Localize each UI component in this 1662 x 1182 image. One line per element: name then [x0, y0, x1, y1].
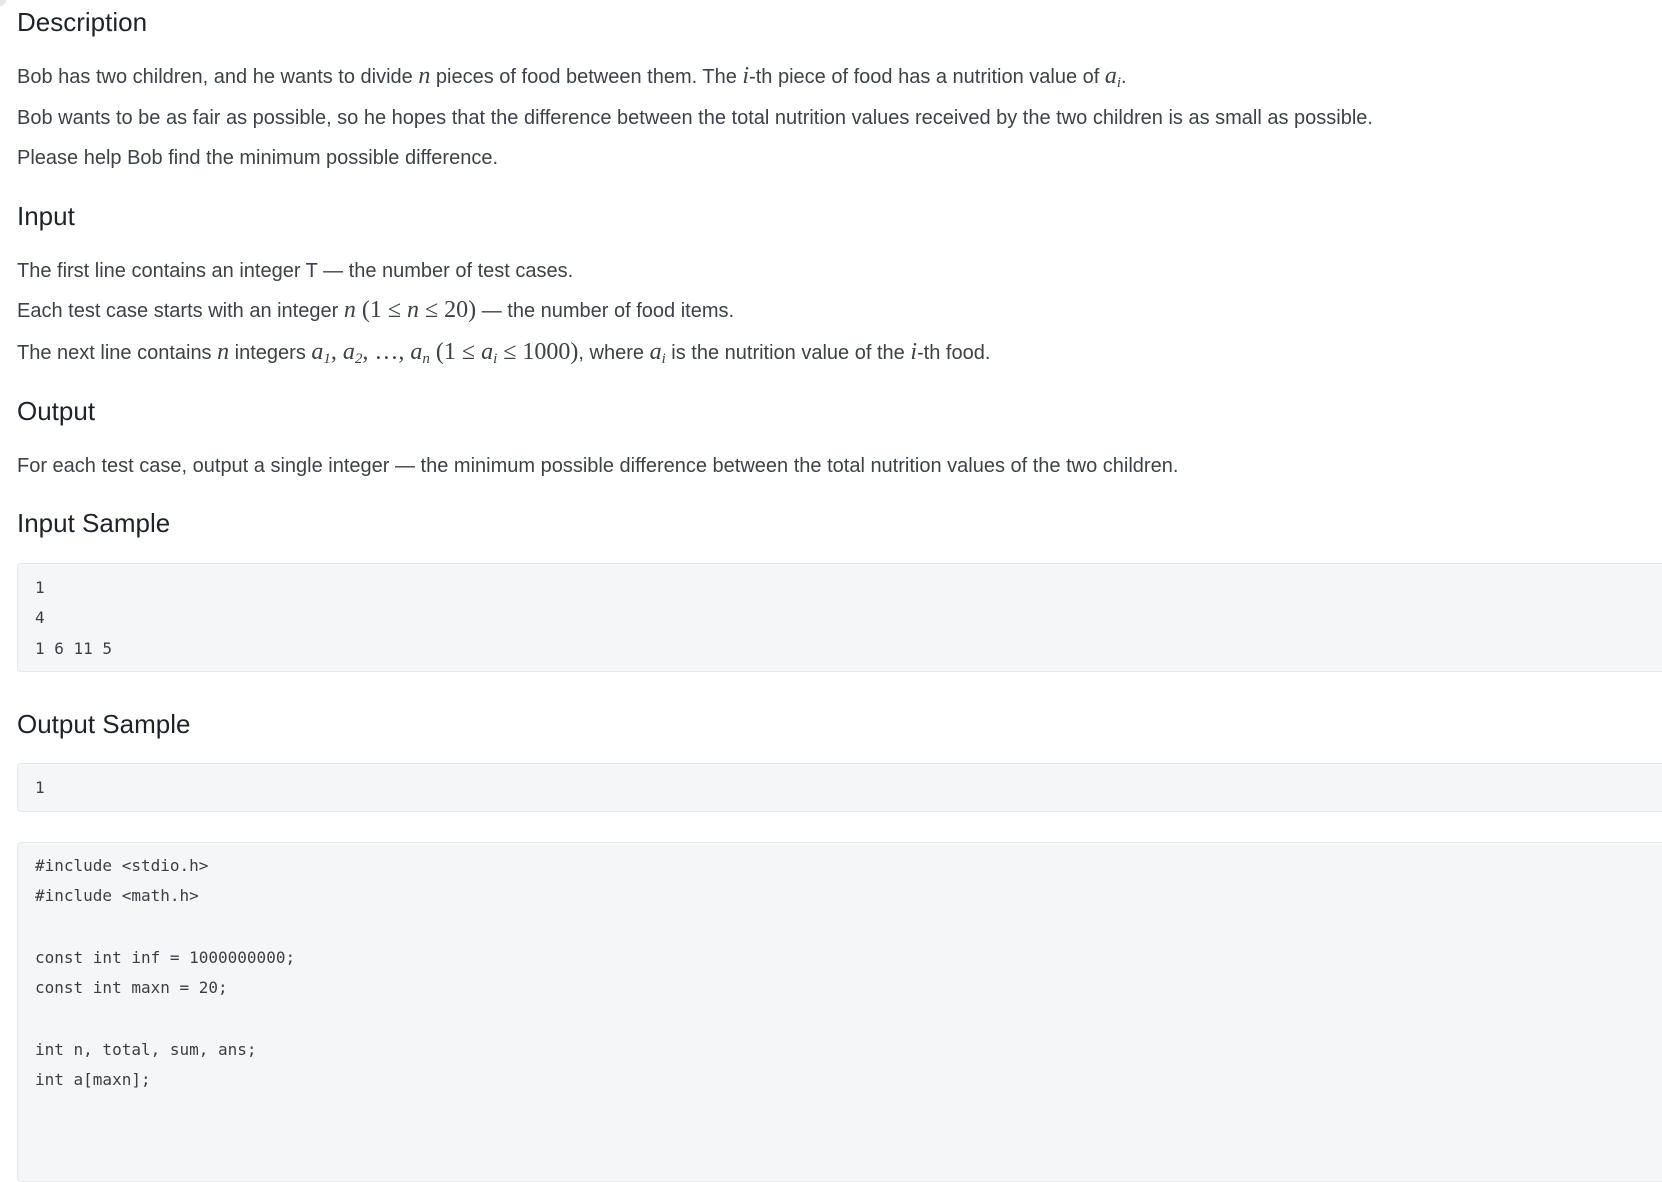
input-sample-heading: Input Sample	[17, 508, 171, 538]
description-paragraph-3: Please help Bob find the minimum possible difference.	[17, 147, 499, 169]
output-paragraph-1: For each test case, output a single integer — the minimum possible difference between the total nutrition values of the two children.	[17, 455, 1179, 477]
input-paragraph-3: The next line contains n integers $a_1$, $a_2$, …, $a_n$ $(1 \le a_i \le 1000)$, where $a_i$ is the nutrition value of the i-th food.	[17, 339, 991, 367]
code-line: int a[maxn];	[35, 1070, 151, 1089]
code-line: const int inf = 1000000000;	[35, 948, 296, 967]
description-heading: Description	[17, 7, 148, 37]
output-sample-block[interactable]	[17, 763, 1662, 812]
description-paragraph-1: Bob has two children, and he wants to divide n pieces of food between them. The i-th piece of food has a nutrition value of $a_i$.	[17, 63, 1127, 91]
input-paragraph-2: Each test case starts with an integer n (1 ≤ n ≤ 20) — the number of food items.	[17, 297, 735, 323]
corner-decoration	[0, 0, 6, 6]
output-sample-heading: Output Sample	[17, 709, 191, 739]
code-block[interactable]	[17, 842, 1662, 1182]
input-sample-block[interactable]	[17, 563, 1662, 672]
output-sample-line: 1	[35, 778, 45, 797]
code-line: #include <math.h>	[35, 886, 199, 905]
output-heading: Output	[17, 396, 96, 426]
input-sample-line: 4	[35, 608, 45, 627]
description-paragraph-2: Bob wants to be as fair as possible, so he hopes that the difference between the total nutrition values received by the two children is as small as possible.	[17, 107, 1373, 129]
input-paragraph-1: The first line contains an integer T — the number of test cases.	[17, 260, 574, 282]
input-heading: Input	[17, 201, 75, 231]
code-line: int n, total, sum, ans;	[35, 1040, 257, 1059]
code-line: const int maxn = 20;	[35, 978, 228, 997]
input-sample-line: 1 6 11 5	[35, 639, 113, 658]
code-line: #include <stdio.h>	[35, 856, 209, 875]
input-sample-line: 1	[35, 578, 45, 597]
